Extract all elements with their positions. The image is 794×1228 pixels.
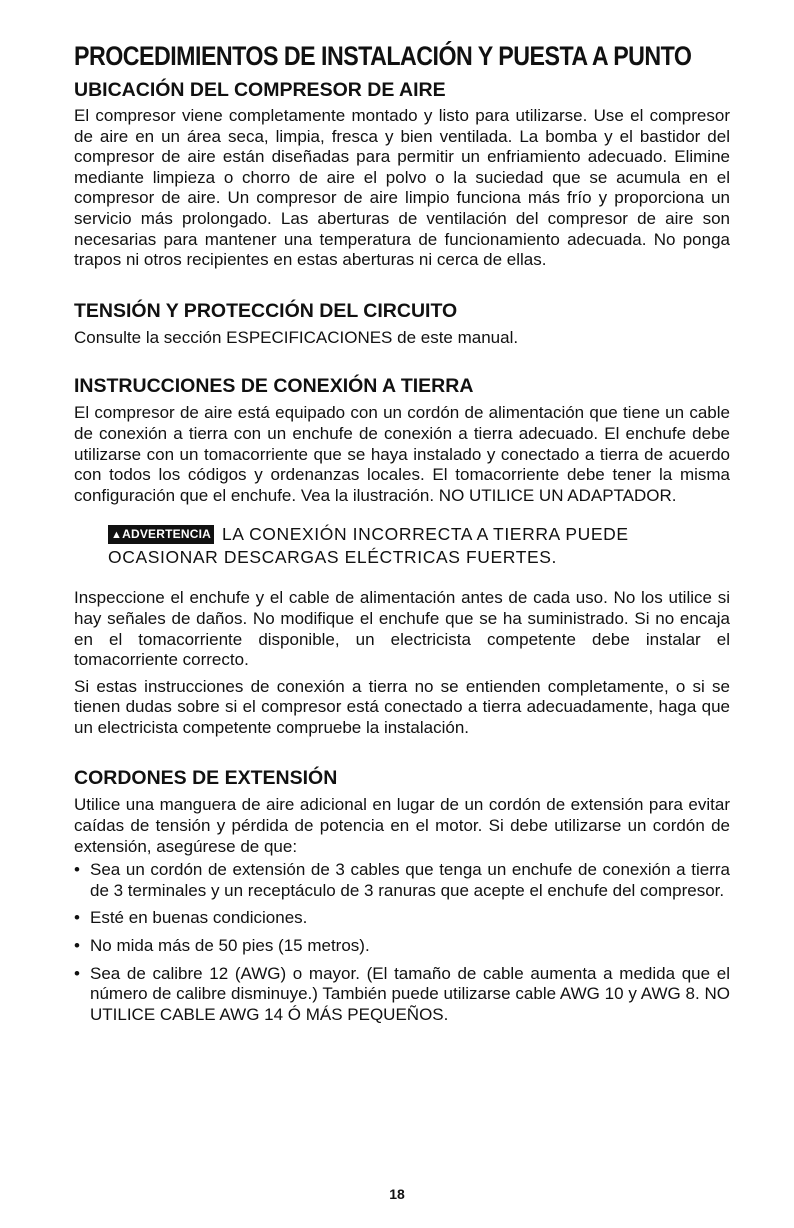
bullet-icon: • xyxy=(74,936,80,956)
paragraph-tension: Consulte la sección ESPECIFICACIONES de este manual. xyxy=(74,327,519,347)
warning-text: LA CONEXIÓN INCORRECTA A TIERRA PUEDE OCASIONAR DESCARGAS ELÉCTRICAS FUERTES. xyxy=(108,524,629,568)
extension-cord-requirements-list xyxy=(74,860,730,1025)
warning-block xyxy=(108,523,730,569)
bullet-icon: • xyxy=(74,963,80,983)
paragraph-conexion: El compresor de aire está equipado con un cordón de alimentación que tiene un cable de conexión a tierra con un enchufe de conexión a tierra adecuado. El enchufe debe utilizarse con un tomacorriente que se haya instalado y conectado a tierra de acuerdo con todos los códigos y ordenanzas locales. El tomacorriente debe tener la misma configuración que el enchufe. Vea la ilustración. NO UTILICE UN ADAPTADOR. xyxy=(74,403,730,505)
paragraph-inspect: Inspeccione el enchufe y el cable de alimentación antes de cada uso. No los utilice si hay señales de daños. No modifique el enchufe que se ha suministrado. Si no encaja en el tomacorriente disponible, un electricista competente debe instalar el tomacorriente correcto. xyxy=(74,588,730,670)
page-title: PROCEDIMIENTOS DE INSTALACIÓN Y PUESTA A PUNTO xyxy=(74,41,692,71)
list-item-text: Sea de calibre 12 (AWG) o mayor. (El tamaño de cable aumenta a medida que el número de calibre disminuye.) También puede utilizarse cable AWG 10 y AWG 8. NO UTILICE CABLE AWG 14 Ó MÁS PEQUEÑOS. xyxy=(90,963,730,1024)
list-item xyxy=(74,936,730,957)
list-item xyxy=(74,908,730,929)
heading-conexion: INSTRUCCIONES DE CONEXIÓN A TIERRA xyxy=(74,375,474,398)
warning-badge xyxy=(108,525,214,544)
list-item-text: No mida más de 50 pies (15 metros). xyxy=(90,936,370,956)
list-item-text: Esté en buenas condiciones. xyxy=(90,908,308,928)
bullet-icon: • xyxy=(74,908,80,928)
heading-ubicacion: UBICACIÓN DEL COMPRESOR DE AIRE xyxy=(74,79,446,101)
list-item xyxy=(74,964,730,1026)
heading-cordones: CORDONES DE EXTENSIÓN xyxy=(74,767,338,790)
paragraph-cordones: Utilice una manguera de aire adicional en lugar de un cordón de extensión para evitar caídas de tensión y pérdida de potencia en el motor. Si debe utilizarse un cordón de extensión, asegúrese de que: xyxy=(74,795,730,856)
list-item xyxy=(74,860,730,901)
paragraph-ubicacion: El compresor viene completamente montado y listo para utilizarse. Use el compresor de aire en un área seca, limpia, fresca y bien ventilada. La bomba y el bastidor del compresor de aire están diseñadas para permitir un enfriamiento adecuado. Elimine mediante limpieza o chorro de aire el polvo o la suciedad que se acumula en el compresor de aire. Un compresor de aire limpio funciona más frío y proporciona un servicio más prolongado. Las aberturas de ventilación del compresor de aire son necesarias para mantener una temperatura de funcionamiento adecuada. No ponga trapos ni otros recipientes en estas aberturas ni cerca de ellas. xyxy=(74,106,730,270)
bullet-icon: • xyxy=(74,860,80,880)
warning-badge-label: ADVERTENCIA xyxy=(122,527,211,542)
document-page xyxy=(74,40,730,1032)
heading-tension: TENSIÓN Y PROTECCIÓN DEL CIRCUITO xyxy=(74,299,458,322)
paragraph-si-estas: Si estas instrucciones de conexión a tierra no se entienden completamente, o si se tienen dudas sobre si el compresor está conectado a tierra adecuadamente, haga que un electricista competente compruebe la instalación. xyxy=(74,676,730,737)
list-item-text: Sea un cordón de extensión de 3 cables que tenga un enchufe de conexión a tierra de 3 terminales y un receptáculo de 3 ranuras que acepte el enchufe del compresor. xyxy=(90,860,730,900)
page-number: 18 xyxy=(389,1186,405,1202)
warning-triangle-icon: ▲ xyxy=(111,529,123,542)
